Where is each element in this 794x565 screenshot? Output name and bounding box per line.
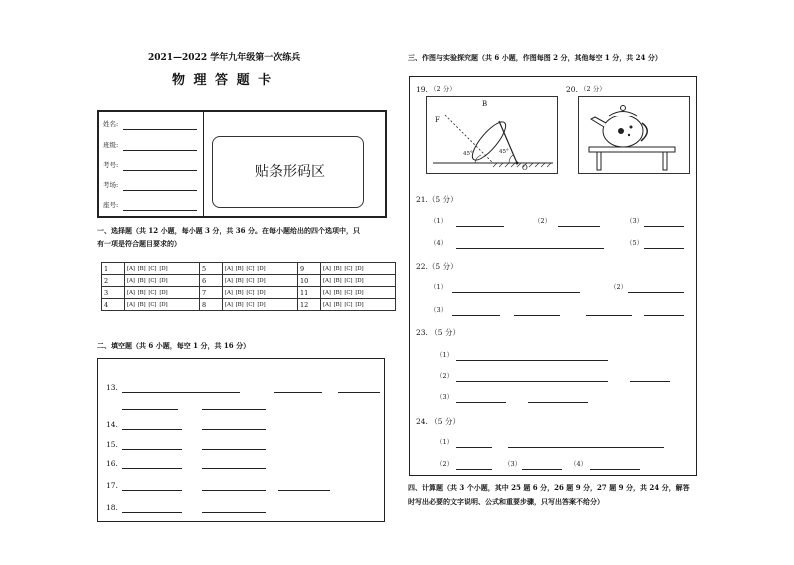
q16-blank-1[interactable]	[122, 468, 182, 469]
info-seat-field[interactable]	[123, 210, 197, 211]
q21-blank-5[interactable]	[644, 248, 684, 249]
q20-table-leg-left	[597, 152, 601, 170]
q13-blank-1[interactable]	[122, 392, 240, 393]
info-divider	[203, 112, 204, 216]
choice-row	[102, 287, 396, 299]
q17-blank-1[interactable]	[122, 490, 182, 491]
q18-blank-1[interactable]	[122, 512, 182, 513]
q21-blank-4[interactable]	[456, 248, 604, 249]
choice-option-bubble[interactable]: [B]	[235, 302, 244, 308]
choice-options-cell	[223, 299, 298, 311]
info-class-field[interactable]	[123, 150, 197, 151]
choice-option-bubble[interactable]: [B]	[333, 290, 342, 296]
q22-part1-label: （1）	[430, 283, 448, 291]
q22-label: 22.（5 分）	[416, 262, 458, 271]
choice-option-bubble[interactable]: [C]	[148, 278, 157, 284]
choice-options-cell	[321, 287, 396, 299]
choice-options-cell	[125, 263, 200, 275]
q23-part3-label: （3）	[436, 393, 454, 401]
choice-option-bubble[interactable]: [D]	[355, 302, 364, 308]
q24-part3-label: （3）	[504, 460, 522, 468]
choice-options-cell	[321, 263, 396, 275]
q22-part3-label: （3）	[430, 306, 448, 314]
choice-option-bubble[interactable]: [D]	[257, 290, 266, 296]
q24-blank-5[interactable]	[590, 469, 640, 470]
choice-option-bubble[interactable]: [A]	[127, 302, 135, 308]
q19-label-o: O	[522, 164, 528, 172]
q13-blank-2[interactable]	[274, 392, 322, 393]
choice-option-bubble[interactable]: [C]	[344, 290, 353, 296]
choice-question-number: 11	[298, 287, 321, 299]
choice-option-bubble[interactable]: [B]	[137, 302, 146, 308]
choice-question-number: 8	[200, 299, 223, 311]
q13-blank-4[interactable]	[122, 409, 178, 410]
choice-options-cell	[223, 287, 298, 299]
choice-option-bubble[interactable]: [D]	[159, 278, 168, 284]
info-room-label: 考场:	[103, 181, 119, 189]
choice-question-number: 5	[200, 263, 223, 275]
choice-question-number: 2	[102, 275, 125, 287]
q22-blank-5[interactable]	[586, 315, 632, 316]
q14-blank-1[interactable]	[122, 429, 182, 430]
q20-label: 20.	[566, 85, 578, 94]
q17-label: 17.	[106, 481, 118, 490]
q21-blank-2[interactable]	[558, 226, 600, 227]
q20-figure-frame	[578, 96, 690, 174]
section1-title-line2: 有一项是符合题目要求的）	[97, 239, 181, 248]
q21-label: 21.（5 分）	[416, 195, 458, 204]
q19-figure-frame	[426, 96, 558, 174]
choice-row	[102, 299, 396, 311]
q24-blank-1[interactable]	[456, 447, 492, 448]
choice-options-cell	[125, 287, 200, 299]
q22-part2-label: （2）	[610, 283, 628, 291]
q23-part1-label: （1）	[436, 351, 454, 359]
q16-label: 16.	[106, 459, 118, 468]
info-seat-label: 座号:	[103, 201, 119, 209]
q19-label-b: B	[482, 100, 488, 108]
q21-blank-3[interactable]	[644, 226, 684, 227]
choice-option-bubble[interactable]: [A]	[225, 278, 233, 284]
q20-score: （2 分）	[580, 85, 606, 93]
q20-table-leg-right	[663, 152, 667, 170]
q23-blank-4[interactable]	[456, 402, 506, 403]
choice-option-bubble[interactable]: [C]	[246, 266, 255, 272]
q20-teapot-diagram	[579, 97, 689, 173]
q19-disc	[467, 117, 510, 164]
q22-blank-2[interactable]	[628, 292, 684, 293]
choice-option-bubble[interactable]: [C]	[344, 302, 353, 308]
choice-options-cell	[223, 275, 298, 287]
choice-option-bubble[interactable]: [A]	[323, 266, 331, 272]
q24-blank-3[interactable]	[456, 469, 492, 470]
q14-blank-2[interactable]	[202, 429, 266, 430]
q20-teapot-knob	[621, 106, 626, 111]
q20-teapot-dot-1	[618, 128, 624, 134]
q19-arc-2	[509, 155, 513, 163]
choice-question-number: 12	[298, 299, 321, 311]
choice-option-bubble[interactable]: [A]	[127, 266, 135, 272]
choice-question-number: 4	[102, 299, 125, 311]
q19-angle-2: 45°	[499, 149, 509, 155]
section4-title-line2: 时写出必要的文字说明、公式和重要步骤，只写出答案不给分）	[408, 497, 604, 506]
choice-option-bubble[interactable]: [A]	[225, 266, 233, 272]
q21-part5-label: （5）	[626, 239, 644, 247]
choice-option-bubble[interactable]: [B]	[333, 302, 342, 308]
q19-label: 19.	[416, 85, 428, 94]
q23-blank-2[interactable]	[456, 381, 608, 382]
choice-option-bubble[interactable]: [C]	[344, 278, 353, 284]
choice-options-cell	[125, 275, 200, 287]
info-examno-label: 考号:	[103, 161, 119, 169]
choice-option-bubble[interactable]: [D]	[159, 302, 168, 308]
q16-blank-2[interactable]	[202, 468, 266, 469]
section1-title-line1: 一、选择题（共 12 小题，每小题 3 分，共 36 分。在每小题给出的四个选项中，只	[97, 226, 360, 235]
choice-option-bubble[interactable]: [B]	[235, 278, 244, 284]
card-title: 物 理 答 题 卡	[172, 73, 274, 88]
q19-pivot	[516, 162, 519, 165]
q13-label: 13.	[106, 383, 118, 392]
q19-label-f: F	[435, 116, 440, 124]
q24-blank-2[interactable]	[508, 447, 664, 448]
q23-part2-label: （2）	[436, 372, 454, 380]
q21-part2-label: （2）	[534, 217, 552, 225]
choice-option-bubble[interactable]: [A]	[127, 278, 135, 284]
choice-option-bubble[interactable]: [A]	[323, 278, 331, 284]
q13-blank-3[interactable]	[338, 392, 380, 393]
experiment-box	[409, 76, 697, 476]
q21-part3-label: （3）	[626, 217, 644, 225]
choice-option-bubble[interactable]: [D]	[355, 278, 364, 284]
choice-question-number: 9	[298, 263, 321, 275]
info-examno-field[interactable]	[123, 170, 197, 171]
choice-option-bubble[interactable]: [A]	[323, 302, 331, 308]
q22-blank-3[interactable]	[452, 315, 500, 316]
choice-question-number: 3	[102, 287, 125, 299]
choice-option-bubble[interactable]: [B]	[137, 278, 146, 284]
q15-blank-1[interactable]	[122, 449, 182, 450]
q24-part2-label: （2）	[436, 460, 454, 468]
info-name-label: 姓名:	[103, 120, 119, 128]
section3-title: 三、作图与实验探究题（共 6 小题，作图每图 2 分，其他每空 1 分，共 24 分）	[408, 53, 662, 62]
q19-rod	[499, 121, 517, 163]
choice-option-bubble[interactable]: [D]	[159, 290, 168, 296]
info-room-field[interactable]	[123, 190, 197, 191]
choice-option-bubble[interactable]: [C]	[344, 266, 353, 272]
q19-score: （2 分）	[430, 85, 456, 93]
q24-part1-label: （1）	[436, 438, 454, 446]
choice-option-bubble[interactable]: [C]	[148, 266, 157, 272]
choice-option-bubble[interactable]: [C]	[148, 302, 157, 308]
choice-option-bubble[interactable]: [D]	[257, 302, 266, 308]
choice-row	[102, 275, 396, 287]
q23-label: 23. （5 分）	[416, 328, 460, 337]
choice-option-bubble[interactable]: [B]	[137, 266, 146, 272]
q22-blank-1[interactable]	[452, 292, 580, 293]
info-class-label: 班级:	[103, 141, 119, 149]
q20-teapot-dot-2	[630, 126, 633, 129]
q17-blank-3[interactable]	[278, 490, 330, 491]
q13-blank-5[interactable]	[202, 409, 266, 410]
q20-table-top	[589, 147, 675, 152]
barcode-label: 贴条形码区	[255, 164, 325, 180]
q24-blank-4[interactable]	[522, 469, 562, 470]
choice-option-bubble[interactable]: [D]	[257, 266, 266, 272]
choice-option-bubble[interactable]: [A]	[127, 290, 135, 296]
choice-option-bubble[interactable]: [C]	[246, 278, 255, 284]
barcode-area	[212, 136, 364, 208]
choice-row	[102, 263, 396, 275]
q23-blank-1[interactable]	[456, 360, 608, 361]
choice-question-number: 7	[200, 287, 223, 299]
q21-blank-1[interactable]	[456, 226, 504, 227]
student-info-box	[97, 110, 387, 218]
q20-teapot-spout	[591, 117, 606, 127]
q20-teapot-dot-3	[628, 134, 630, 136]
q22-blank-4[interactable]	[514, 315, 560, 316]
choice-option-bubble[interactable]: [B]	[235, 290, 244, 296]
exam-title: 2021—2022 学年九年级第一次练兵	[148, 53, 301, 63]
choice-option-bubble[interactable]: [C]	[246, 290, 255, 296]
choice-answer-grid	[101, 262, 396, 311]
choice-option-bubble[interactable]: [C]	[148, 290, 157, 296]
q14-label: 14.	[106, 420, 118, 429]
q18-blank-2[interactable]	[202, 512, 266, 513]
choice-option-bubble[interactable]: [D]	[355, 266, 364, 272]
choice-option-bubble[interactable]: [B]	[333, 278, 342, 284]
section4-title-line1: 四、计算题（共 3 个小题，其中 25 题 6 分，26 题 9 分，27 题 9 分，共 24 分，解答	[408, 483, 690, 492]
choice-option-bubble[interactable]: [D]	[257, 278, 266, 284]
choice-option-bubble[interactable]: [C]	[246, 302, 255, 308]
q21-part4-label: （4）	[430, 239, 448, 247]
q17-blank-2[interactable]	[202, 490, 266, 491]
choice-option-bubble[interactable]: [B]	[137, 290, 146, 296]
q23-blank-3[interactable]	[630, 381, 670, 382]
choice-question-number: 10	[298, 275, 321, 287]
q18-label: 18.	[106, 503, 118, 512]
choice-option-bubble[interactable]: [D]	[159, 266, 168, 272]
choice-option-bubble[interactable]: [D]	[355, 290, 364, 296]
q22-blank-6[interactable]	[644, 315, 684, 316]
q24-part4-label: （4）	[570, 460, 588, 468]
info-name-field[interactable]	[123, 129, 197, 130]
section2-title: 二、填空题（共 6 小题，每空 1 分，共 16 分）	[97, 341, 251, 350]
q15-label: 15.	[106, 440, 118, 449]
choice-question-number: 6	[200, 275, 223, 287]
choice-option-bubble[interactable]: [A]	[225, 302, 233, 308]
q21-part1-label: （1）	[430, 217, 448, 225]
choice-option-bubble[interactable]: [A]	[225, 290, 233, 296]
choice-options-cell	[321, 275, 396, 287]
choice-question-number: 1	[102, 263, 125, 275]
choice-option-bubble[interactable]: [A]	[323, 290, 331, 296]
fill-blank-box	[97, 358, 385, 522]
q20-teapot-lid	[609, 112, 637, 117]
choice-option-bubble[interactable]: [B]	[235, 266, 244, 272]
choice-options-cell	[125, 299, 200, 311]
q15-blank-2[interactable]	[202, 449, 266, 450]
q23-blank-5[interactable]	[528, 402, 588, 403]
q19-mirror-diagram	[427, 97, 557, 173]
q19-angle-1: 45°	[463, 151, 473, 157]
q24-label: 24. （5 分）	[416, 417, 460, 426]
choice-option-bubble[interactable]: [B]	[333, 266, 342, 272]
choice-options-cell	[223, 263, 298, 275]
choice-options-cell	[321, 299, 396, 311]
